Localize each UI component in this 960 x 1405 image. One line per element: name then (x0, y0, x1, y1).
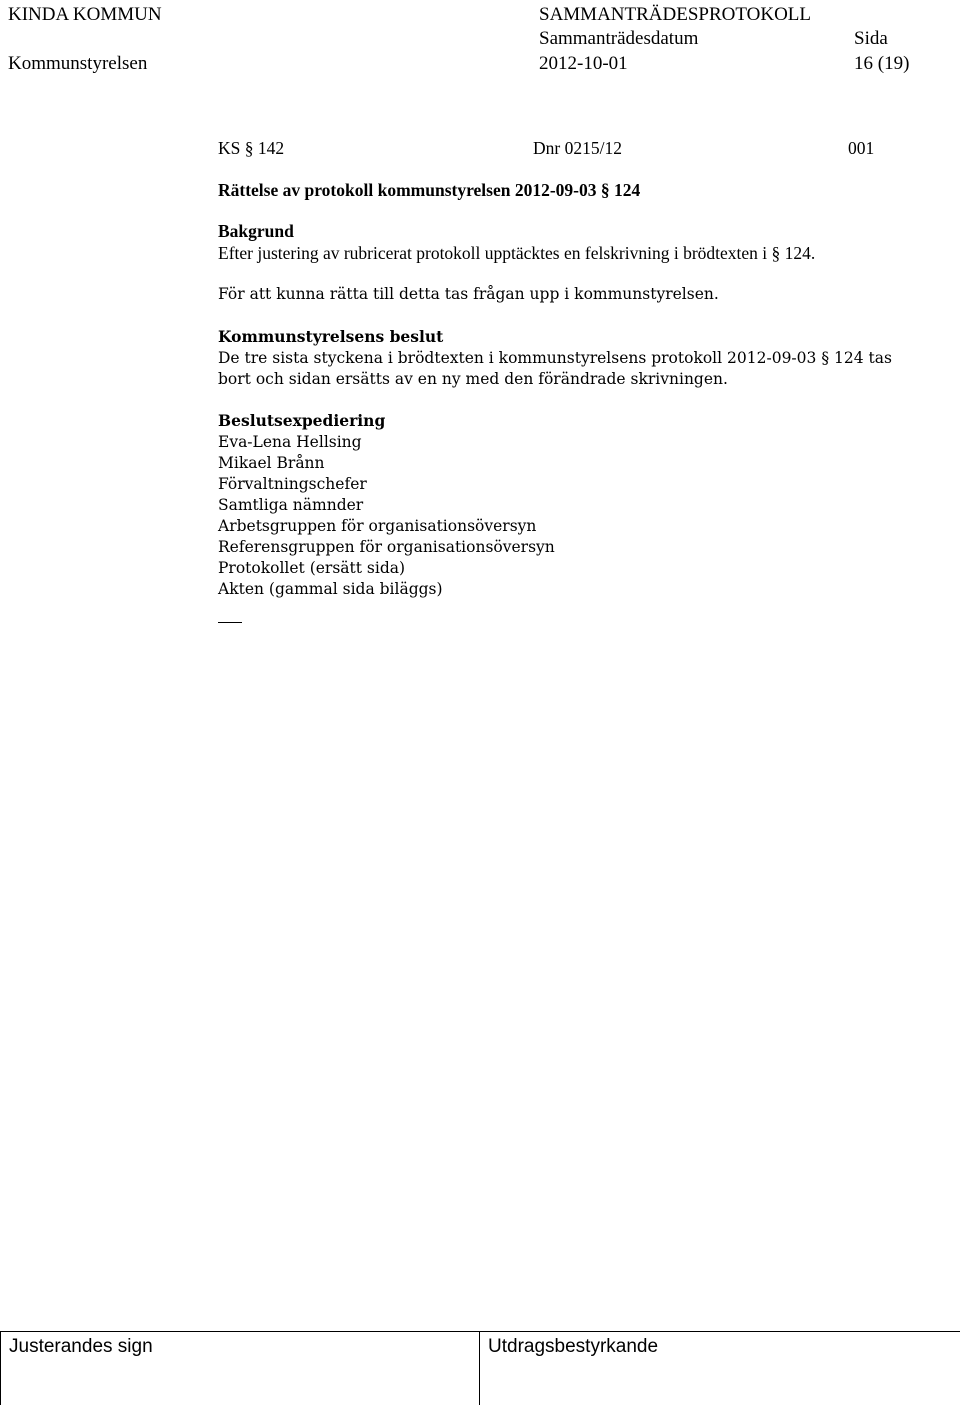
section-symbol: § (244, 138, 254, 158)
recipient-item: Protokollet (ersätt sida) (218, 559, 406, 577)
recipient-item: Samtliga nämnder (218, 496, 364, 514)
meeting-date: 2012-10-01 (539, 53, 628, 74)
ks-number: 142 (257, 138, 285, 158)
recipient-item: Förvaltningschefer (218, 475, 367, 493)
bakgrund-heading: Bakgrund (218, 221, 294, 241)
extract-cell (480, 1332, 960, 1405)
extract-label: Utdragsbestyrkande (488, 1336, 659, 1357)
expediering-heading: Beslutsexpediering (218, 411, 386, 430)
section-symbol: § (771, 243, 781, 263)
sign-cell (0, 1332, 480, 1405)
ks-label: KS (218, 138, 241, 158)
bakgrund-line-2: För att kunna rätta till detta tas frågan upp i kommunstyrelsen. (218, 285, 719, 303)
end-divider (218, 622, 242, 623)
org-name: KINDA KOMMUN (8, 4, 162, 25)
section-symbol: § (600, 180, 610, 200)
date-label: Sammanträdesdatum (539, 28, 699, 49)
page-label: Sida (854, 28, 888, 49)
case-code: 001 (848, 138, 875, 158)
beslut-line-1-text: De tre sista styckena i brödtexten i kommunstyrelsens protokoll 2012-09-03 (218, 349, 817, 367)
case-title (218, 182, 640, 200)
beslut-line-1 (218, 351, 892, 367)
beslut-heading: Kommunstyrelsens beslut (218, 327, 444, 346)
case-title-number: 124 (614, 180, 641, 200)
signature-footer (0, 1331, 960, 1404)
recipient-list (218, 432, 555, 600)
recipient-item: Arbetsgruppen för organisationsöversyn (218, 517, 537, 535)
recipient-item: Akten (gammal sida biläggs) (218, 580, 443, 598)
document-type: SAMMANTRÄDESPROTOKOLL (539, 4, 812, 25)
dnr: Dnr 0215/12 (533, 138, 622, 158)
bakgrund-line-1 (218, 245, 815, 263)
section-symbol: § (821, 349, 830, 367)
board-name: Kommunstyrelsen (8, 53, 148, 74)
beslut-line-2: bort och sidan ersätts av en ny med den förändrade skrivningen. (218, 370, 728, 388)
bakgrund-line-1-number: 124. (784, 243, 816, 263)
recipient-item: Eva-Lena Hellsing (218, 433, 362, 451)
case-title-text: Rättelse av protokoll kommunstyrelsen 2012-09-03 (218, 180, 597, 200)
sign-label: Justerandes sign (9, 1336, 153, 1357)
page-number: 16 (19) (854, 53, 910, 74)
bakgrund-line-1-text: Efter justering av rubricerat protokoll upptäcktes en felskrivning i brödtexten i (218, 243, 768, 263)
recipient-item: Mikael Brånn (218, 454, 325, 472)
case-number (218, 140, 284, 158)
beslut-line-1-rest: 124 tas (834, 349, 892, 367)
recipient-item: Referensgruppen för organisationsöversyn (218, 538, 555, 556)
